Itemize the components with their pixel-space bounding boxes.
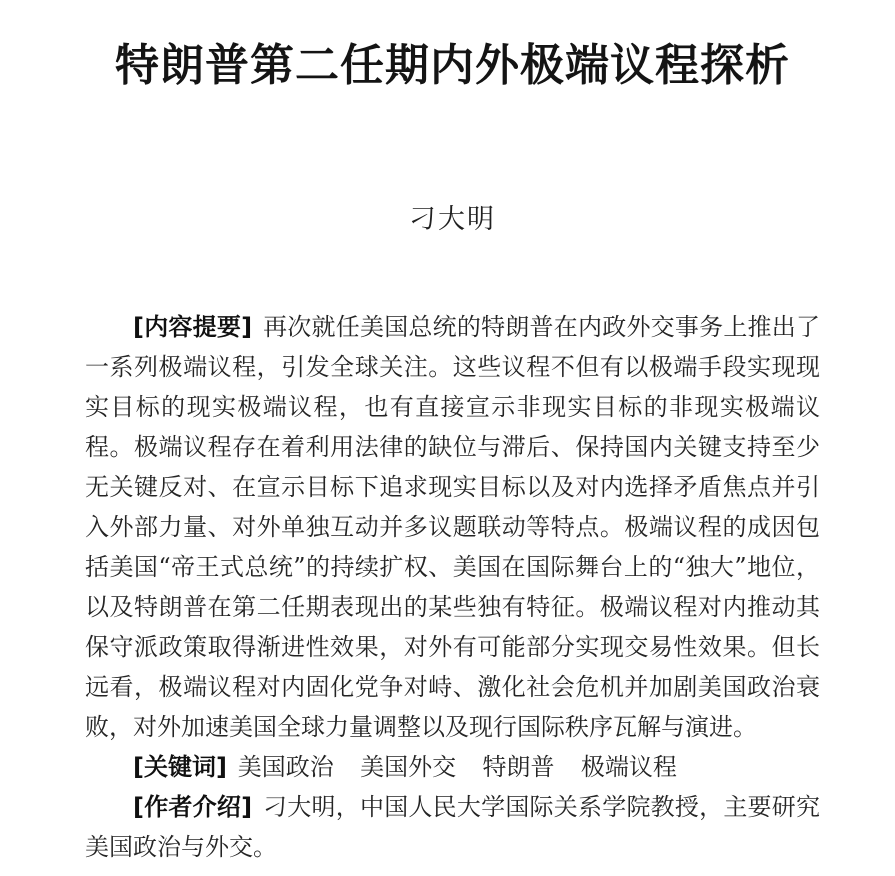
author-bio-text: 刁大明，中国人民大学国际关系学院教授，主要研究美国政治与外交。 xyxy=(85,793,821,861)
keyword-item: 美国外交 xyxy=(360,753,457,781)
author-name: 刁大明 xyxy=(409,204,496,235)
abstract-label: [内容提要] xyxy=(133,313,253,341)
abstract-text: 再次就任美国总统的特朗普在内政外交事务上推出了一系列极端议程，引发全球关注。这些议程不但有以极端手段实现现实目标的现实极端议程，也有直接宣示非现实目标的非现实极端议程。极端议程存在着利用法律的缺位与滞后、保持国内关键支持至少无关键反对、在宣示目标下追求现实目标以及对内选择矛盾焦点并引入外部力量、对外单独互动并多议题联动等特点。极端议程的成因包括美国“帝王式总统”的持续扩权、美国在国际舞台上的“独大”地位，以及特朗普在第二任期表现出的某些独有特征。极端议程对内推动其保守派政策取得渐进性效果，对外有可能部分实现交易性效果。但长远看，极端议程对内固化党争对峙、激化社会危机并加剧美国政治衰败，对外加速美国全球力量调整以及现行国际秩序瓦解与演进。 xyxy=(85,313,821,741)
author-bio-label: [作者介绍] xyxy=(133,793,253,821)
keyword-item: 美国政治 xyxy=(237,753,334,781)
keyword-item: 极端议程 xyxy=(580,753,677,781)
front-matter xyxy=(85,307,820,867)
keywords-label: [关键词] xyxy=(133,753,227,781)
author-bio-paragraph xyxy=(85,787,820,867)
abstract-paragraph xyxy=(85,307,820,747)
keywords-paragraph xyxy=(85,747,820,787)
keyword-item: 特朗普 xyxy=(482,753,555,781)
page-title: 特朗普第二任期内外极端议程探析 xyxy=(115,40,790,91)
